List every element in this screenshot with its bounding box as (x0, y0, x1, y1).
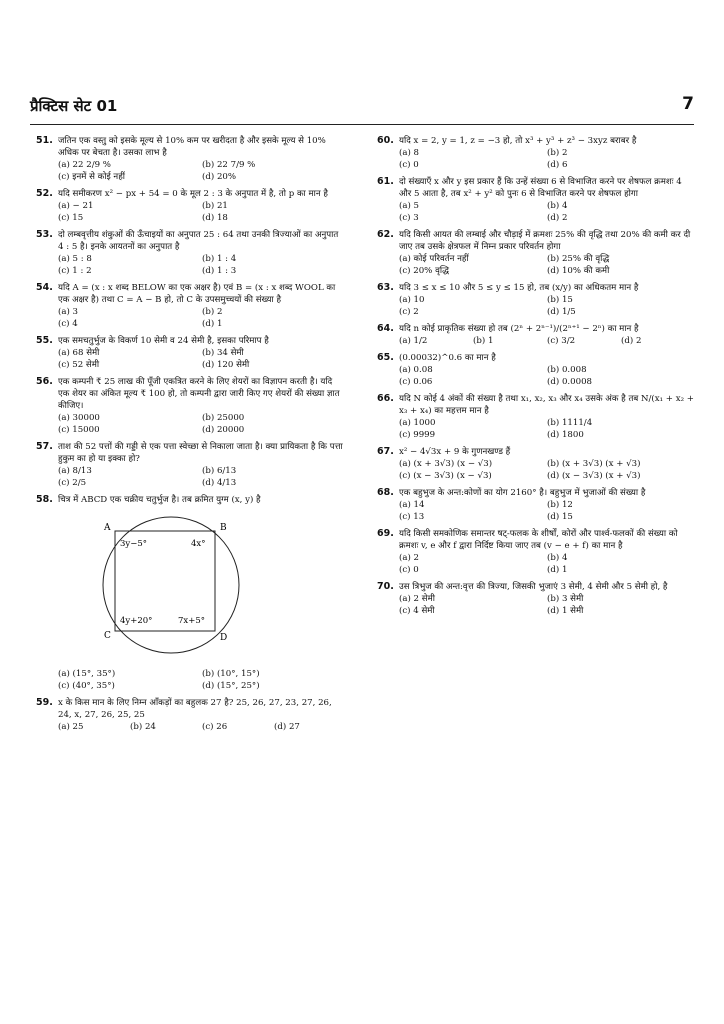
question-text: ताश की 52 पत्तों की गड्डी से एक पत्ता स्वेच्छा से निकाला जाता है। क्या प्रायिकता है कि पत्ता हुकुम का हो या इक्का हो? (58, 442, 346, 464)
option-item: (c) 0 (399, 160, 419, 170)
options-list (399, 364, 695, 388)
option-item: (c) 4 (58, 319, 78, 329)
options-list (399, 147, 695, 171)
question-item (36, 494, 346, 692)
question-item (377, 229, 695, 277)
question-number: 52. (36, 188, 53, 199)
page-header (30, 96, 694, 120)
option-item: (b) 1111/4 (547, 418, 593, 428)
question-item (36, 282, 346, 330)
label-D: D (220, 633, 228, 643)
option-item: (a) (x + 3√3) (x − √3) (399, 459, 493, 469)
option-item: (b) 25000 (202, 413, 245, 423)
question-text: एक कम्पनी ₹ 25 लाख की पूँजी एकत्रित करने के लिए शेयरों का विज्ञापन करती है। यदि एक शेयर का अंकित मूल्य ₹ 100 हो, तो कम्पनी द्वारा जारी किए गए शेयरों की संख्या ज्ञात कीजिए। (58, 377, 343, 411)
question-number: 59. (36, 697, 53, 708)
option-item: (b) (x + 3√3) (x + √3) (547, 459, 641, 469)
options-list (399, 200, 695, 224)
angle-c: 4y+20° (120, 616, 153, 626)
question-item (377, 581, 695, 617)
question-text: x के किस मान के लिए निम्न आँकड़ों का बहुलक 27 है? 25, 26, 27, 23, 27, 26, 24, x, 27, 26, 25, 25 (58, 698, 335, 720)
option-item: (d) 1/5 (547, 307, 576, 317)
option-item: (a) 8/13 (58, 466, 92, 476)
left-column (36, 135, 346, 738)
question-number: 54. (36, 282, 53, 293)
option-item: (c) 4 सेमी (399, 606, 435, 616)
option-item: (c) 20% वृद्धि (399, 266, 449, 276)
question-text: जतिन एक वस्तु को इसके मूल्य से 10% कम पर खरीदता है और इसके मूल्य से 10% अधिक पर बेचता है। उसका लाभ है (58, 136, 329, 158)
option-item: (a) 3 (58, 307, 79, 317)
right-column (377, 135, 695, 622)
question-text: दो संख्याएँ x और y इस प्रकार हैं कि उन्हें संख्या 6 से विभाजित करने पर शेषफल क्रमशः 4 और 5 आता है, तब x² + y² को पुनः 6 से विभाजित करने पर शेषफल होगा (399, 177, 685, 199)
option-item: (d) 6 (547, 160, 568, 170)
option-item: (b) 4 (547, 553, 568, 563)
option-item: (c) इनमें से कोई नहीं (58, 172, 125, 182)
option-item: (d) 1 सेमी (547, 606, 584, 616)
option-item: (a) 68 सेमी (58, 348, 100, 358)
cyclic-quadrilateral-figure (96, 510, 346, 664)
angle-b: 4x° (191, 539, 206, 549)
option-item: (d) 1 (202, 319, 223, 329)
option-item: (a) 1000 (399, 418, 436, 428)
options-list (399, 552, 695, 576)
option-item: (c) 26 (202, 722, 228, 732)
question-number: 57. (36, 441, 53, 452)
option-item: (d) 1800 (547, 430, 584, 440)
question-number: 68. (377, 487, 394, 498)
question-item (36, 188, 346, 224)
label-B: B (220, 523, 227, 533)
angle-d: 7x+5° (178, 616, 205, 626)
question-item (377, 176, 695, 224)
question-item (377, 393, 695, 441)
options-list (58, 721, 346, 733)
question-text: उस त्रिभुज की अन्त:वृत्त की त्रिज्या, जिसकी भुजाएं 3 सेमी, 4 सेमी और 5 सेमी हो, है (399, 582, 668, 592)
option-item: (a) 25 (58, 722, 84, 732)
question-item (377, 135, 695, 171)
question-item (36, 229, 346, 277)
option-item: (d) 120 सेमी (202, 360, 250, 370)
question-text: (0.00032)^0.6 का मान है (399, 353, 496, 363)
question-number: 60. (377, 135, 394, 146)
option-item: (a) 1/2 (399, 336, 428, 346)
question-number: 64. (377, 323, 394, 334)
option-item: (b) 0.008 (547, 365, 587, 375)
question-text: यदि किसी आयत की लम्बाई और चौड़ाई में क्रमशः 25% की वृद्धि तथा 20% की कमी कर दी जाए तब उसके क्षेत्रफल में निम्न प्रकार परिवर्तन होगा (399, 230, 693, 252)
option-item: (b) 6/13 (202, 466, 237, 476)
question-number: 62. (377, 229, 394, 240)
question-item (36, 697, 346, 733)
question-number: 53. (36, 229, 53, 240)
option-item: (b) 12 (547, 500, 573, 510)
option-item: (c) (40°, 35°) (58, 681, 115, 691)
option-item: (d) 0.0008 (547, 377, 593, 387)
option-item: (b) 2 (547, 148, 568, 158)
header-rule (30, 124, 694, 125)
question-number: 66. (377, 393, 394, 404)
label-C: C (104, 631, 111, 641)
option-item: (b) 15 (547, 295, 573, 305)
options-list (58, 200, 346, 224)
option-item: (c) 2 (399, 307, 419, 317)
question-text: यदि 3 ≤ x ≤ 10 और 5 ≤ y ≤ 15 हो, तब (x/y) का अधिकतम मान है (399, 283, 639, 293)
options-list (58, 668, 346, 692)
options-list (58, 412, 346, 436)
option-item: (d) 20000 (202, 425, 245, 435)
option-item: (d) 18 (202, 213, 228, 223)
question-item (377, 528, 695, 576)
options-list (58, 159, 346, 183)
question-item (36, 335, 346, 371)
question-number: 55. (36, 335, 53, 346)
option-item: (b) 3 सेमी (547, 594, 584, 604)
question-item (377, 446, 695, 482)
options-list (399, 294, 695, 318)
option-item: (b) 4 (547, 201, 568, 211)
option-item: (a) 22 2/9 % (58, 160, 111, 170)
options-list (399, 593, 695, 617)
option-item: (c) 3/2 (547, 336, 576, 346)
option-item: (c) 1 : 2 (58, 266, 92, 276)
option-item: (a) 30000 (58, 413, 100, 423)
option-item: (b) (10°, 15°) (202, 669, 260, 679)
question-number: 67. (377, 446, 394, 457)
options-list (399, 499, 695, 523)
option-item: (a) 14 (399, 500, 425, 510)
option-item: (d) 1 : 3 (202, 266, 237, 276)
option-item: (c) 15 (58, 213, 84, 223)
option-item: (c) 3 (399, 213, 419, 223)
option-item: (a) 10 (399, 295, 425, 305)
options-list (399, 335, 695, 347)
option-item: (b) 24 (130, 722, 156, 732)
options-list (58, 306, 346, 330)
option-item: (b) 22 7/9 % (202, 160, 256, 170)
question-item (36, 135, 346, 183)
label-A: A (104, 523, 111, 533)
option-item: (b) 21 (202, 201, 228, 211)
angle-a: 3y−5° (120, 539, 147, 549)
question-item (377, 282, 695, 318)
options-list (399, 458, 695, 482)
option-item: (b) 1 : 4 (202, 254, 237, 264)
option-item: (d) 10% की कमी (547, 266, 610, 276)
question-number: 61. (377, 176, 394, 187)
option-item: (c) 2/5 (58, 478, 87, 488)
question-text: यदि समीकरण x² − px + 54 = 0 के मूल 2 : 3 के अनुपात में है, तो p का मान है (58, 189, 328, 199)
question-number: 69. (377, 528, 394, 539)
question-text: यदि A = (x : x शब्द BELOW का एक अक्षर है) एवं B = (x : x शब्द WOOL का एक अक्षर है) तथा C = A − B हो, तो C के उपसमुच्चयों की संख्या है (58, 283, 338, 305)
option-item: (d) 20% (202, 172, 237, 182)
option-item: (d) 27 (274, 722, 300, 732)
option-item: (a) 5 (399, 201, 420, 211)
option-item: (c) 0.06 (399, 377, 433, 387)
option-item: (a) (15°, 35°) (58, 669, 116, 679)
option-item: (c) 15000 (58, 425, 100, 435)
option-item: (a) 2 (399, 553, 420, 563)
option-item: (a) − 21 (58, 201, 94, 211)
options-list (58, 347, 346, 371)
question-number: 70. (377, 581, 394, 592)
option-item: (b) 1 (473, 336, 494, 346)
question-text: x² − 4√3x + 9 के गुणनखण्ड हैं (399, 447, 511, 457)
question-item (36, 441, 346, 489)
question-text: चित्र में ABCD एक चक्रीय चतुर्भुज है। तब क्रमित युग्म (x, y) है (58, 495, 261, 505)
question-item (377, 352, 695, 388)
options-list (399, 417, 695, 441)
question-number: 51. (36, 135, 53, 146)
option-item: (d) 2 (547, 213, 568, 223)
option-item: (d) (15°, 25°) (202, 681, 260, 691)
question-text: यदि किसी समकोणिक समान्तर षट्-फलक के शीर्षों, कोरों और पार्श्व-फलकों की संख्या को क्रमशः v, e और f द्वारा निर्दिष्ट किया जाए तब (v − e + f) का मान है (399, 529, 681, 551)
option-item: (b) 34 सेमी (202, 348, 244, 358)
option-item: (d) 1 (547, 565, 568, 575)
option-item: (d) 4/13 (202, 478, 237, 488)
option-item: (b) 25% की वृद्धि (547, 254, 610, 264)
question-text: एक समचतुर्भुज के विकर्ण 10 सेमी व 24 सेमी है, इसका परिमाप है (58, 336, 269, 346)
option-item: (d) 2 (621, 336, 642, 346)
page-number: 7 (682, 94, 694, 114)
option-item: (a) कोई परिवर्तन नहीं (399, 254, 469, 264)
question-text: यदि N कोई 4 अंकों की संख्या है तथा x₁, x₂, x₃ और x₄ उसके अंक है तब N/(x₁ + x₂ + x₃ + x₄) का महत्तम मान है (399, 394, 697, 416)
question-item (377, 323, 695, 347)
question-item (36, 376, 346, 436)
option-item: (d) 15 (547, 512, 573, 522)
option-item: (d) (x − 3√3) (x + √3) (547, 471, 641, 481)
option-item: (a) 0.08 (399, 365, 433, 375)
options-list (58, 253, 346, 277)
question-text: एक बहुभुज के अन्त:कोणों का योग 2160° है। बहुभुज में भुजाओं की संख्या है (399, 488, 646, 498)
question-number: 56. (36, 376, 53, 387)
question-number: 58. (36, 494, 53, 505)
question-item (377, 487, 695, 523)
page-title: प्रैक्टिस सेट 01 (30, 97, 118, 115)
question-text: दो लम्बवृत्तीय शंकुओं की ऊँचाइयों का अनुपात 25 : 64 तथा उनकी त्रिज्याओं का अनुपात 4 : 5 है। इनके आयतनों का अनुपात है (58, 230, 342, 252)
question-number: 65. (377, 352, 394, 363)
question-number: 63. (377, 282, 394, 293)
option-item: (a) 2 सेमी (399, 594, 435, 604)
option-item: (b) 2 (202, 307, 223, 317)
option-item: (c) 52 सेमी (58, 360, 100, 370)
option-item: (c) (x − 3√3) (x − √3) (399, 471, 492, 481)
question-text: यदि n कोई प्राकृतिक संख्या हो तब (2ⁿ + 2ⁿ⁻¹)/(2ⁿ⁺¹ − 2ⁿ) का मान है (399, 324, 639, 334)
question-text: यदि x = 2, y = 1, z = −3 हो, तो x³ + y³ + z³ − 3xyz बराबर है (399, 136, 637, 146)
option-item: (c) 9999 (399, 430, 436, 440)
options-list (399, 253, 695, 277)
option-item: (c) 0 (399, 565, 419, 575)
option-item: (a) 8 (399, 148, 420, 158)
option-item: (c) 13 (399, 512, 425, 522)
options-list (58, 465, 346, 489)
option-item: (a) 5 : 8 (58, 254, 92, 264)
